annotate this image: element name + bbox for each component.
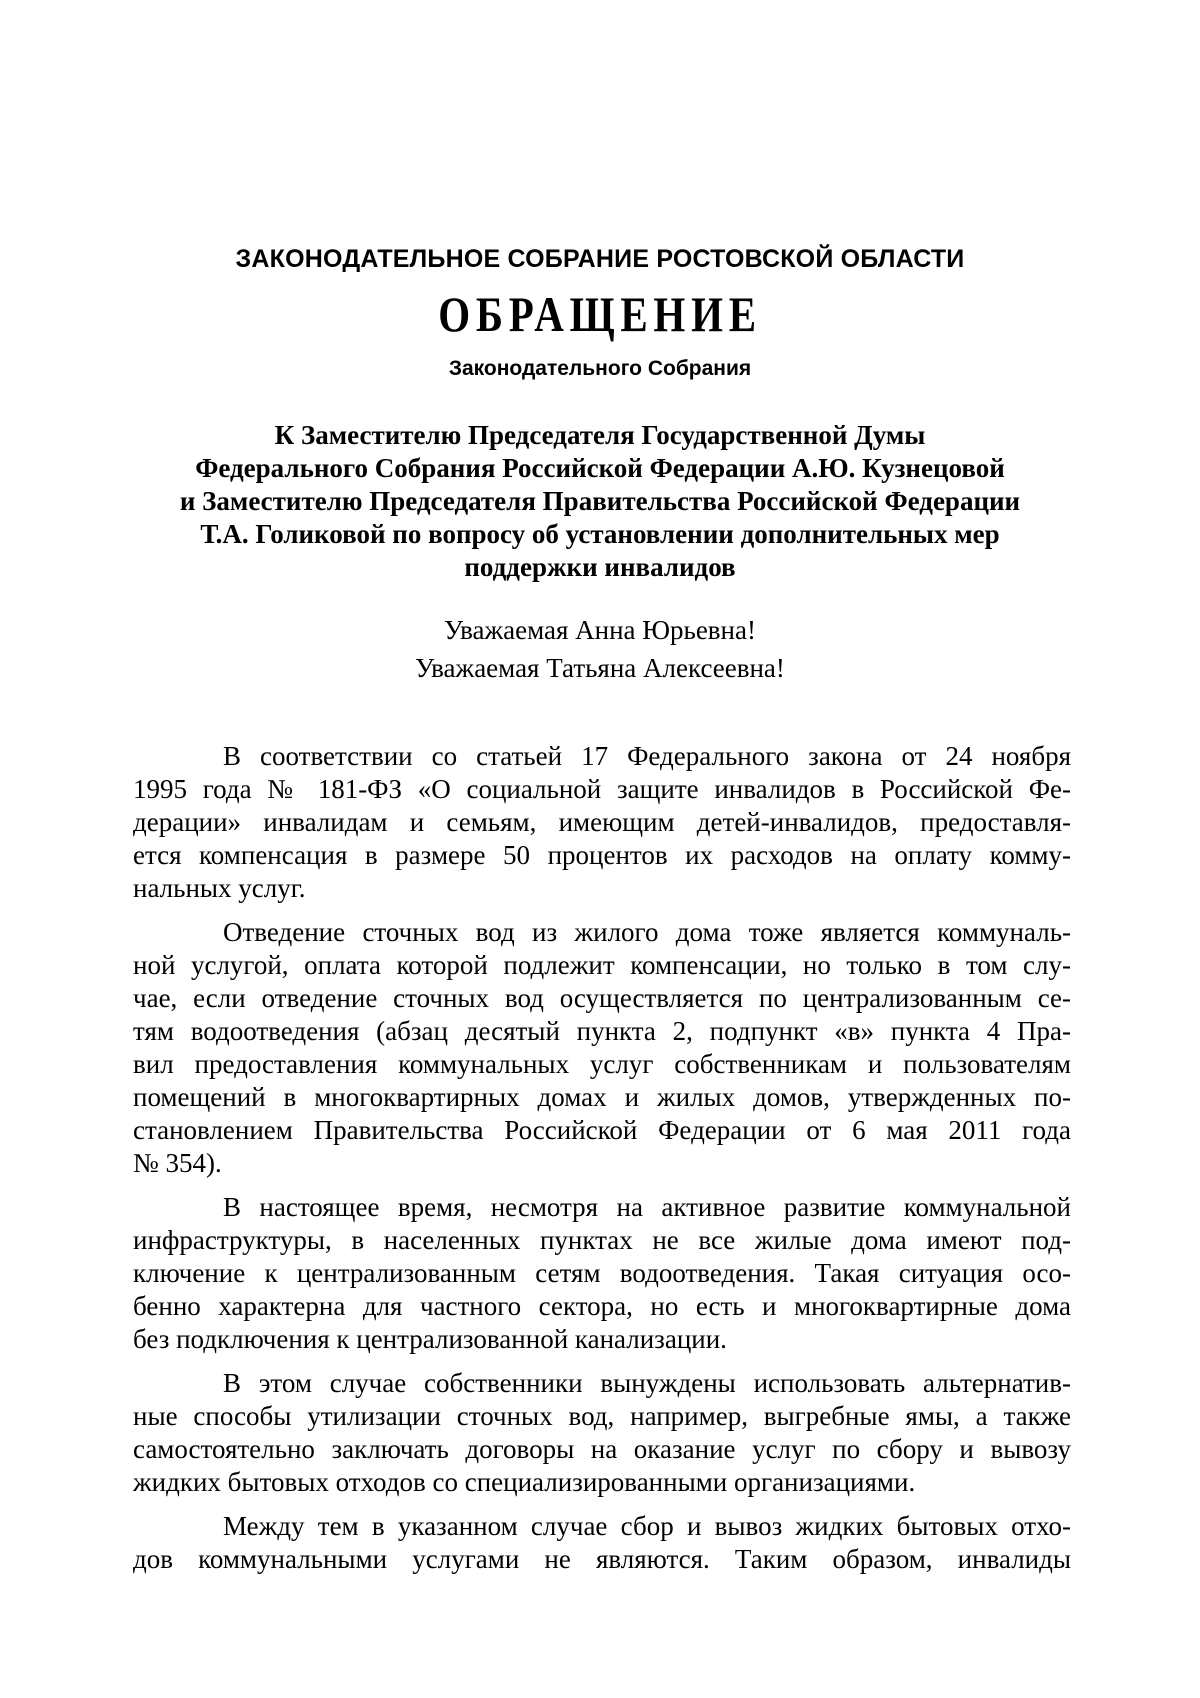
text-line: ной услугой, оплата которой подлежит компенсации, но только в том слу- [133,950,1071,980]
text-line: 1995 года № 181-ФЗ «О социальной защите инвалидов в Российской Фе- [133,774,1071,804]
text-line: помещений в многоквартирных домах и жилых домов, утвержденных по- [133,1082,1071,1112]
text-line: дерации» инвалидам и семьям, имеющим детей-инвалидов, предоставля- [133,807,1071,837]
text-line: В этом случае собственники вынуждены использовать альтернатив- [223,1368,1071,1398]
text-line: бенно характерна для частного сектора, но есть и многоквартирные дома [133,1291,1071,1321]
text-line: № 354). [133,1148,222,1178]
text-line: Между тем в указанном случае сбор и вывоз жидких бытовых отхо- [223,1511,1071,1541]
organization-header: ЗАКОНОДАТЕЛЬНОЕ СОБРАНИЕ РОСТОВСКОЙ ОБЛАСТИ [235,245,965,273]
body-text [133,740,1071,1587]
paragraph-4 [133,1367,1071,1499]
text-line: чае, если отведение сточных вод осуществляется по централизованным се- [133,983,1071,1013]
paragraph-2 [133,916,1071,1180]
greeting-tatyana: Уважаемая Татьяна Алексеевна! [415,653,785,683]
heading-line: Т.А. Голиковой по вопросу об установлении дополнительных мер [200,519,1000,549]
text-line: тям водоотведения (абзац десятый пункта 2, подпункт «в» пункта 4 Пра- [133,1016,1071,1046]
heading-line: и Заместителю Председателя Правительства Российской Федерации [179,486,1021,516]
heading-line: поддержки инвалидов [464,552,736,582]
document-type-title: ОБРАЩЕНИЕ [438,286,762,342]
text-line: В настоящее время, несмотря на активное развитие коммунальной [223,1192,1071,1222]
text-line: самостоятельно заключать договоры на оказание услуг по сбору и вывозу [133,1434,1071,1464]
paragraph-3 [133,1191,1071,1356]
greeting-anna: Уважаемая Анна Юрьевна! [444,615,756,645]
heading-line: К Заместителю Председателя Государственной Думы [274,420,926,450]
text-line: ется компенсация в размере 50 процентов их расходов на оплату комму- [133,840,1071,870]
paragraph-5 [133,1510,1071,1576]
text-line: дов коммунальными услугами не являются. Таким образом, инвалиды [133,1544,1071,1574]
text-line: становлением Правительства Российской Федерации от 6 мая 2011 года [133,1115,1071,1145]
text-line: жидких бытовых отходов со специализированными организациями. [133,1467,916,1497]
text-line: В соответствии со статьей 17 Федерального закона от 24 ноября [223,741,1071,771]
paragraph-1 [133,740,1071,905]
appeal-heading [150,419,1050,584]
text-line: инфраструктуры, в населенных пунктах не все жилые дома имеют под- [133,1225,1071,1255]
text-line: Отведение сточных вод из жилого дома тоже является коммуналь- [223,917,1071,947]
heading-line: Федерального Собрания Российской Федерации А.Ю. Кузнецовой [195,453,1005,483]
text-line: вил предоставления коммунальных услуг собственникам и пользователям [133,1049,1071,1079]
document-subtitle: Законодательного Собрания [448,357,752,380]
text-line: нальных услуг. [133,873,306,903]
text-line: ные способы утилизации сточных вод, например, выгребные ямы, а также [133,1401,1071,1431]
text-line: без подключения к централизованной канализации. [133,1324,727,1354]
text-line: ключение к централизованным сетям водоотведения. Такая ситуация осо- [133,1258,1071,1288]
